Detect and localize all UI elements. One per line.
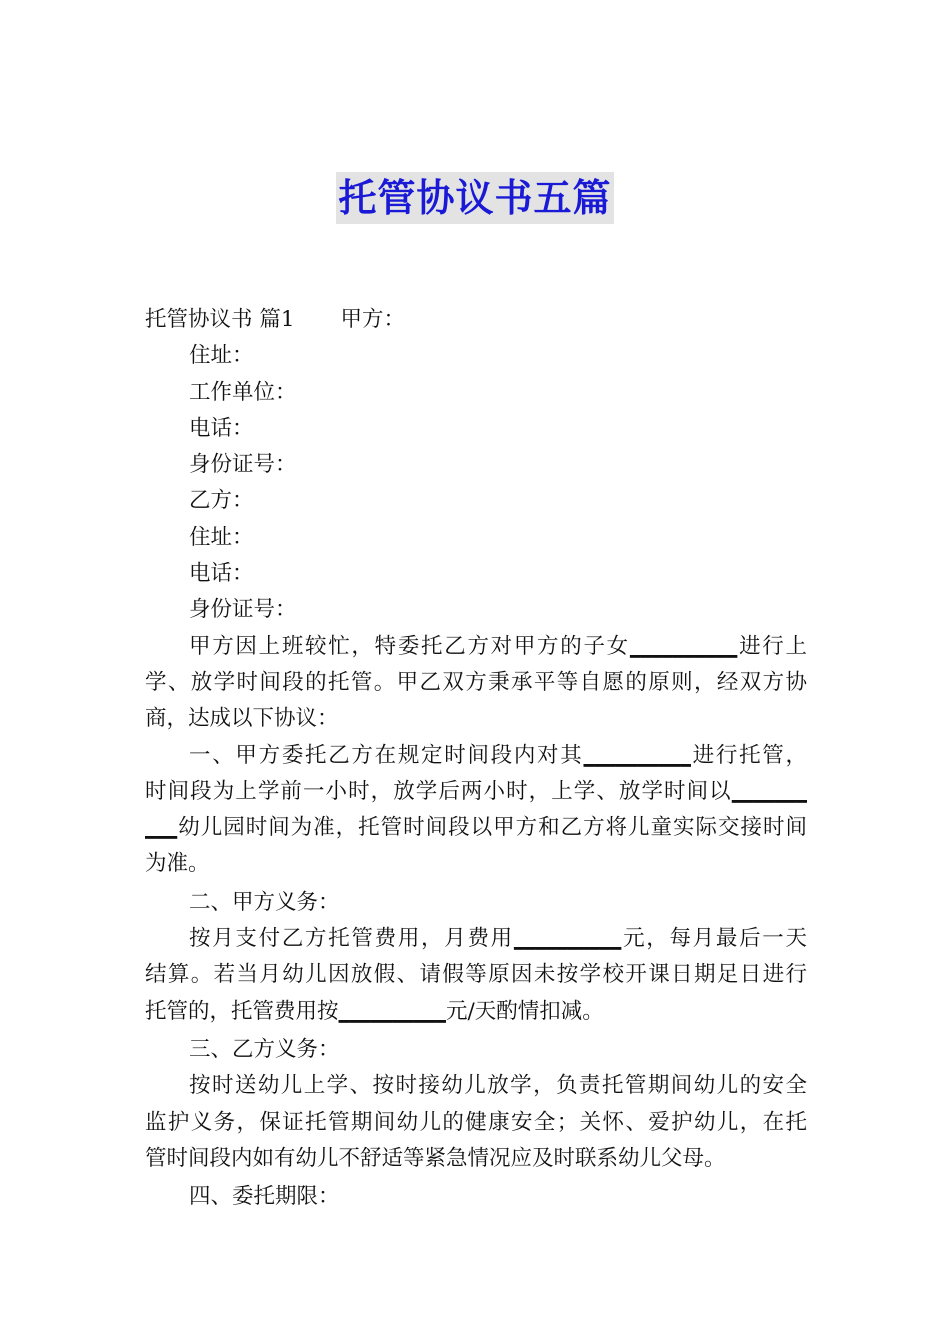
clause2-text: 元，每月最后一天	[621, 926, 807, 952]
clause2-line-1	[145, 921, 807, 957]
clause2-text: 托管的，托管费用按	[145, 998, 339, 1024]
document-body	[145, 302, 807, 1215]
clause3-line-2: 监护义务，保证托管期间幼儿的健康安全；关怀、爱护幼儿，在托	[145, 1109, 807, 1135]
clause1-line-2	[145, 774, 807, 810]
party-b-label: 乙方：	[189, 488, 254, 514]
party-b-phone: 电话：	[189, 561, 254, 587]
clause1-text: 幼儿园时间为准，托管时间段以甲方和乙方将儿童实际交接时间	[177, 815, 807, 841]
clause3-line-1: 按时送幼儿上学、按时接幼儿放学，负责托管期间幼儿的安全	[189, 1073, 807, 1099]
clause3-line-3: 管时间段内如有幼儿不舒适等紧急情况应及时联系幼儿父母。	[145, 1145, 726, 1171]
clause2-text: 按月支付乙方托管费用，月费用	[189, 926, 514, 952]
daily-fee-blank: __________	[338, 998, 447, 1024]
section-heading: 托管协议书 篇1	[145, 307, 295, 332]
party-a-phone: 电话：	[189, 415, 254, 441]
clause2-line-2: 结算。若当月幼儿因放假、请假等原因未按学校开课日期足日进行	[145, 962, 807, 988]
clause1-text: 时间段为上学前一小时，放学后两小时，上学、放学时间以	[145, 778, 732, 804]
kindergarten-blank: ___	[145, 815, 178, 841]
party-a-id-number: 身份证号：	[189, 452, 297, 478]
intro-text: 甲方因上班较忙，特委托乙方对甲方的子女	[189, 633, 630, 659]
clause4-heading: 四、委托期限：	[189, 1184, 340, 1210]
child-name-blank: __________	[583, 742, 691, 768]
clause2-heading: 二、甲方义务：	[189, 889, 340, 915]
clause1-line-1	[145, 738, 807, 774]
clause2-line-3	[145, 994, 807, 1030]
intro-line-3: 商，达成以下协议：	[145, 706, 339, 732]
clause1-text: 一、甲方委托乙方在规定时间段内对其	[189, 742, 584, 768]
clause1-line-3	[145, 810, 807, 846]
document-title: 托管协议书五篇	[336, 172, 613, 224]
intro-line-2: 学、放学时间段的托管。甲乙双方秉承平等自愿的原则，经双方协	[145, 669, 807, 695]
kindergarten-blank: _______	[731, 778, 807, 804]
party-b-address: 住址：	[189, 524, 254, 550]
intro-text: 进行上	[737, 633, 807, 659]
intro-line-1	[145, 629, 807, 665]
monthly-fee-blank: __________	[513, 926, 622, 952]
party-a-address: 住址：	[189, 343, 254, 369]
party-a-employer: 工作单位：	[189, 379, 297, 405]
title-container	[0, 172, 950, 224]
section-heading-line	[145, 302, 807, 338]
party-b-id-number: 身份证号：	[189, 597, 297, 623]
clause3-heading: 三、乙方义务：	[189, 1036, 340, 1062]
party-a-label: 甲方：	[340, 307, 406, 332]
clause2-text: 元/天酌情扣减。	[446, 998, 604, 1024]
clause1-line-4: 为准。	[145, 851, 210, 877]
child-name-blank: __________	[629, 633, 738, 659]
clause1-text: 进行托管，	[690, 742, 807, 768]
